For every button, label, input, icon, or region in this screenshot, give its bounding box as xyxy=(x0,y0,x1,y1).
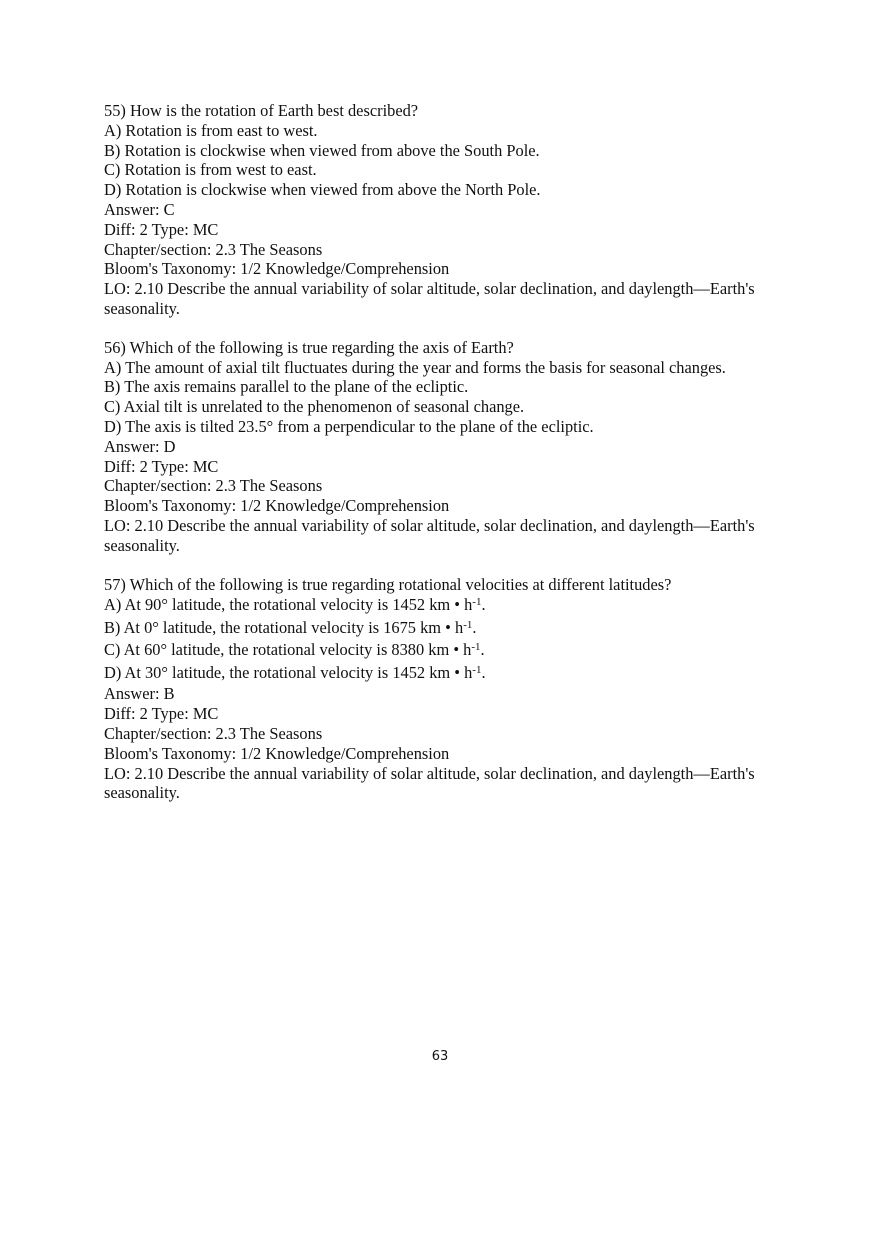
chapter-section: Chapter/section: 2.3 The Seasons xyxy=(104,239,323,259)
exponent: -1 xyxy=(472,596,482,609)
difficulty-type: Diff: 2 Type: MC xyxy=(104,219,219,239)
question-55 xyxy=(104,101,804,319)
answer-option-a xyxy=(104,594,804,617)
answer-option-c: C) Rotation is from west to east. xyxy=(104,160,317,180)
answer-option-d xyxy=(104,662,804,685)
exponent: -1 xyxy=(463,618,473,631)
option-text: C) At 60° latitude, the rotational velocity is 8380 km • h xyxy=(104,640,472,660)
answer-option-b xyxy=(104,617,804,640)
difficulty-type: Diff: 2 Type: MC xyxy=(104,704,219,724)
blooms-taxonomy: Bloom's Taxonomy: 1/2 Knowledge/Comprehension xyxy=(104,259,450,279)
exponent: -1 xyxy=(472,663,482,676)
page-number: 63 xyxy=(431,1049,449,1064)
learning-objective: LO: 2.10 Describe the annual variability of solar altitude, solar declination, and daylength—Earth's seasonality. xyxy=(104,279,755,318)
answer-option-a: A) The amount of axial tilt fluctuates during the year and forms the basis for seasonal changes. xyxy=(104,357,726,377)
answer-key: Answer: C xyxy=(104,199,175,219)
answer-option-d: D) The axis is tilted 23.5° from a perpendicular to the plane of the ecliptic. xyxy=(104,416,594,436)
question-57 xyxy=(104,575,804,804)
answer-option-c: C) Axial tilt is unrelated to the phenomenon of seasonal change. xyxy=(104,397,525,417)
answer-option-d: D) Rotation is clockwise when viewed from above the North Pole. xyxy=(104,180,541,200)
answer-key: Answer: B xyxy=(104,684,175,704)
question-stem: 55) How is the rotation of Earth best described? xyxy=(104,101,419,120)
document-page xyxy=(104,101,804,822)
learning-objective: LO: 2.10 Describe the annual variability of solar altitude, solar declination, and daylength—Earth's seasonality. xyxy=(104,763,755,803)
answer-option-c xyxy=(104,639,804,662)
answer-key: Answer: D xyxy=(104,436,176,456)
chapter-section: Chapter/section: 2.3 The Seasons xyxy=(104,476,323,496)
question-56 xyxy=(104,338,804,556)
exponent: -1 xyxy=(471,641,481,654)
blooms-taxonomy: Bloom's Taxonomy: 1/2 Knowledge/Comprehension xyxy=(104,496,450,516)
blooms-taxonomy: Bloom's Taxonomy: 1/2 Knowledge/Comprehension xyxy=(104,743,450,763)
option-text: A) At 90° latitude, the rotational velocity is 1452 km • h xyxy=(104,595,473,615)
answer-option-a: A) Rotation is from east to west. xyxy=(104,120,318,140)
option-end: . xyxy=(481,662,486,682)
chapter-section: Chapter/section: 2.3 The Seasons xyxy=(104,723,323,743)
option-text: D) At 30° latitude, the rotational velocity is 1452 km • h xyxy=(104,662,473,682)
option-end: . xyxy=(481,595,486,615)
learning-objective: LO: 2.10 Describe the annual variability of solar altitude, solar declination, and daylength—Earth's seasonality. xyxy=(104,515,755,555)
answer-option-b: B) The axis remains parallel to the plane of the ecliptic. xyxy=(104,377,469,397)
question-stem: 57) Which of the following is true regarding rotational velocities at different latitudes? xyxy=(104,574,672,594)
option-text: B) At 0° latitude, the rotational velocity is 1675 km • h xyxy=(104,617,464,637)
difficulty-type: Diff: 2 Type: MC xyxy=(104,456,219,476)
option-end: . xyxy=(472,617,477,637)
question-stem: 56) Which of the following is true regarding the axis of Earth? xyxy=(104,337,514,357)
option-end: . xyxy=(480,640,485,660)
answer-option-b: B) Rotation is clockwise when viewed from above the South Pole. xyxy=(104,140,540,160)
